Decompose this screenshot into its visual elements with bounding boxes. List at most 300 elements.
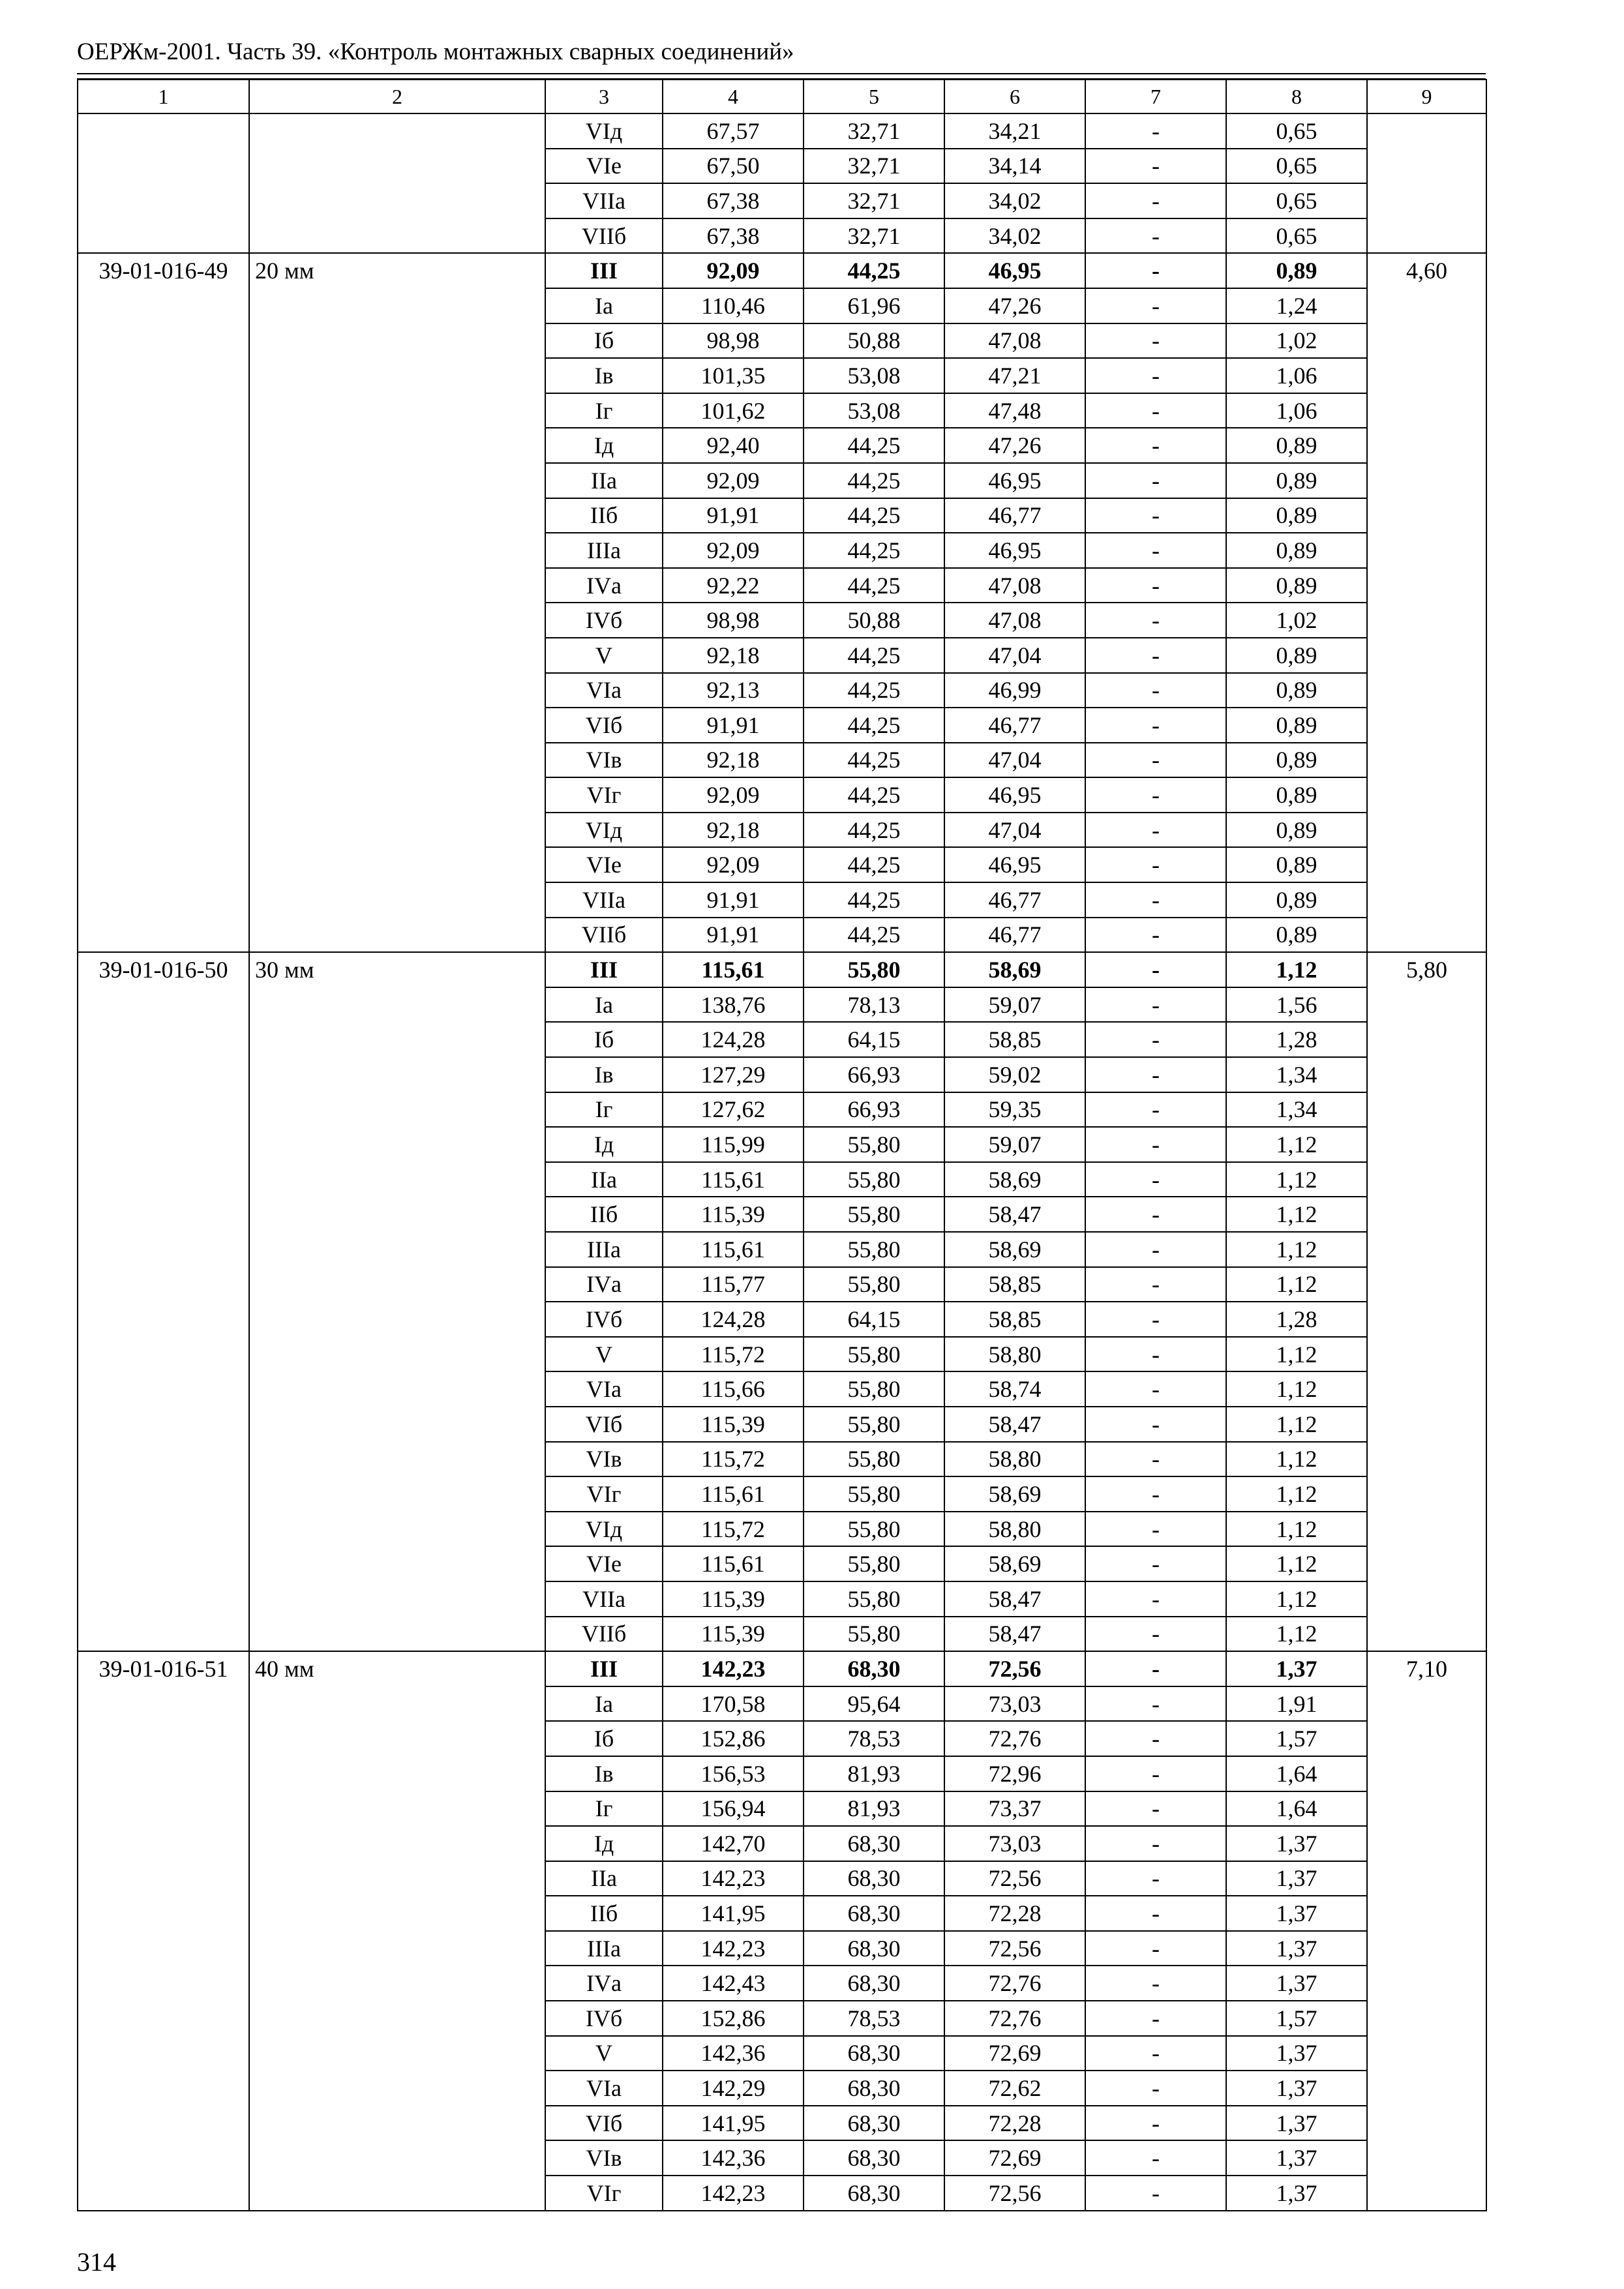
category-cell: IVа <box>545 1267 663 1302</box>
category-cell: VIIб <box>545 918 663 953</box>
material-cost-cell: - <box>1085 1092 1226 1128</box>
machine-cost-cell: 58,85 <box>944 1267 1085 1302</box>
category-cell: III <box>545 1651 663 1686</box>
machine-cost-cell: 58,85 <box>944 1022 1085 1057</box>
material-cost-cell: - <box>1085 1197 1226 1232</box>
category-cell: Iд <box>545 1826 663 1861</box>
machine-cost-cell: 58,47 <box>944 1617 1085 1652</box>
labor-cell: 0,89 <box>1226 463 1367 498</box>
total-cost-cell: 142,36 <box>663 2140 804 2176</box>
wage-cell: 55,80 <box>804 1232 944 1267</box>
material-cost-cell: - <box>1085 218 1226 254</box>
category-cell: VIб <box>545 708 663 743</box>
labor-cell: 1,12 <box>1226 1197 1367 1232</box>
material-cost-cell: - <box>1085 2071 1226 2106</box>
category-cell: Iб <box>545 1022 663 1057</box>
category-cell: VIв <box>545 1442 663 1477</box>
category-cell: V <box>545 2036 663 2071</box>
labor-cell: 1,12 <box>1226 1407 1367 1442</box>
labor-cell: 1,37 <box>1226 2036 1367 2071</box>
category-cell: IVб <box>545 1302 663 1337</box>
material-cost-cell: - <box>1085 708 1226 743</box>
wage-cell: 44,25 <box>804 918 944 953</box>
wage-cell: 44,25 <box>804 882 944 918</box>
machine-cost-cell: 46,77 <box>944 918 1085 953</box>
wage-cell: 44,25 <box>804 463 944 498</box>
wage-cell: 55,80 <box>804 1162 944 1197</box>
wage-cell: 68,30 <box>804 2071 944 2106</box>
total-cost-cell: 127,29 <box>663 1057 804 1092</box>
labor-cell: 0,89 <box>1226 568 1367 603</box>
wage-cell: 95,64 <box>804 1686 944 1722</box>
material-cost-cell: - <box>1085 1407 1226 1442</box>
labor-cell: 1,64 <box>1226 1791 1367 1827</box>
wage-cell: 44,25 <box>804 428 944 463</box>
machine-cost-cell: 47,26 <box>944 428 1085 463</box>
category-cell: IIа <box>545 1861 663 1896</box>
category-cell: IVб <box>545 2001 663 2036</box>
wage-cell: 81,93 <box>804 1756 944 1791</box>
machine-cost-cell: 72,69 <box>944 2140 1085 2176</box>
material-cost-cell: - <box>1085 463 1226 498</box>
material-cost-cell: - <box>1085 149 1226 184</box>
labor-cell: 1,37 <box>1226 2176 1367 2211</box>
labor-cell: 1,28 <box>1226 1302 1367 1337</box>
material-cost-cell: - <box>1085 1127 1226 1162</box>
page-number: 314 <box>77 2247 116 2277</box>
labor-cell: 1,57 <box>1226 2001 1367 2036</box>
wage-cell: 53,08 <box>804 358 944 393</box>
material-cost-cell: - <box>1085 498 1226 533</box>
rate-code-cell: 39-01-016-49 <box>78 253 249 952</box>
labor-total-cell: 5,80 <box>1367 952 1486 1651</box>
rate-code-cell <box>78 113 249 253</box>
total-cost-cell: 110,46 <box>663 288 804 323</box>
machine-cost-cell: 72,56 <box>944 1651 1085 1686</box>
machine-cost-cell: 59,35 <box>944 1092 1085 1128</box>
machine-cost-cell: 46,95 <box>944 847 1085 882</box>
labor-cell: 1,37 <box>1226 1826 1367 1861</box>
rate-name-cell: 30 мм <box>249 952 545 1651</box>
material-cost-cell: - <box>1085 358 1226 393</box>
wage-cell: 68,30 <box>804 1651 944 1686</box>
material-cost-cell: - <box>1085 1651 1226 1686</box>
material-cost-cell: - <box>1085 2176 1226 2211</box>
total-cost-cell: 115,39 <box>663 1197 804 1232</box>
total-cost-cell: 127,62 <box>663 1092 804 1128</box>
wage-cell: 44,25 <box>804 777 944 813</box>
total-cost-cell: 92,22 <box>663 568 804 603</box>
table-row <box>78 113 1486 149</box>
wage-cell: 44,25 <box>804 638 944 673</box>
material-cost-cell: - <box>1085 428 1226 463</box>
labor-cell: 1,02 <box>1226 323 1367 359</box>
material-cost-cell: - <box>1085 1931 1226 1966</box>
labor-cell: 1,37 <box>1226 1931 1367 1966</box>
wage-cell: 44,25 <box>804 253 944 288</box>
category-cell: IIIа <box>545 1232 663 1267</box>
material-cost-cell: - <box>1085 1826 1226 1861</box>
total-cost-cell: 142,70 <box>663 1826 804 1861</box>
machine-cost-cell: 72,96 <box>944 1756 1085 1791</box>
material-cost-cell: - <box>1085 1337 1226 1372</box>
labor-cell: 1,34 <box>1226 1057 1367 1092</box>
labor-cell: 1,64 <box>1226 1756 1367 1791</box>
category-cell: Iб <box>545 323 663 359</box>
labor-cell: 1,34 <box>1226 1092 1367 1128</box>
material-cost-cell: - <box>1085 1232 1226 1267</box>
material-cost-cell: - <box>1085 1721 1226 1756</box>
total-cost-cell: 98,98 <box>663 603 804 638</box>
material-cost-cell: - <box>1085 918 1226 953</box>
labor-cell: 0,65 <box>1226 218 1367 254</box>
total-cost-cell: 115,61 <box>663 1546 804 1581</box>
wage-cell: 68,30 <box>804 1931 944 1966</box>
machine-cost-cell: 58,80 <box>944 1512 1085 1547</box>
rate-code-cell: 39-01-016-51 <box>78 1651 249 2211</box>
material-cost-cell: - <box>1085 2140 1226 2176</box>
wage-cell: 44,25 <box>804 568 944 603</box>
category-cell: VIIб <box>545 1617 663 1652</box>
category-cell: VIе <box>545 149 663 184</box>
labor-cell: 1,91 <box>1226 1686 1367 1722</box>
total-cost-cell: 142,23 <box>663 1651 804 1686</box>
category-cell: IIIа <box>545 533 663 568</box>
machine-cost-cell: 58,47 <box>944 1581 1085 1617</box>
total-cost-cell: 101,62 <box>663 393 804 428</box>
category-cell: VIа <box>545 673 663 708</box>
labor-cell: 0,89 <box>1226 813 1367 848</box>
material-cost-cell: - <box>1085 847 1226 882</box>
labor-cell: 1,12 <box>1226 1267 1367 1302</box>
category-cell: VIг <box>545 777 663 813</box>
category-cell: VIа <box>545 2071 663 2106</box>
wage-cell: 68,30 <box>804 1896 944 1931</box>
labor-cell: 0,89 <box>1226 533 1367 568</box>
machine-cost-cell: 59,07 <box>944 1127 1085 1162</box>
total-cost-cell: 152,86 <box>663 1721 804 1756</box>
wage-cell: 55,80 <box>804 1476 944 1512</box>
machine-cost-cell: 58,69 <box>944 1162 1085 1197</box>
machine-cost-cell: 47,04 <box>944 638 1085 673</box>
category-cell: Iв <box>545 358 663 393</box>
total-cost-cell: 142,23 <box>663 2176 804 2211</box>
labor-cell: 1,12 <box>1226 952 1367 987</box>
wage-cell: 64,15 <box>804 1022 944 1057</box>
material-cost-cell: - <box>1085 533 1226 568</box>
wage-cell: 55,80 <box>804 952 944 987</box>
machine-cost-cell: 46,95 <box>944 253 1085 288</box>
material-cost-cell: - <box>1085 1861 1226 1896</box>
labor-cell: 1,12 <box>1226 1232 1367 1267</box>
machine-cost-cell: 46,95 <box>944 777 1085 813</box>
machine-cost-cell: 73,03 <box>944 1826 1085 1861</box>
wage-cell: 68,30 <box>804 2140 944 2176</box>
category-cell: VIа <box>545 1371 663 1407</box>
total-cost-cell: 115,99 <box>663 1127 804 1162</box>
wage-cell: 55,80 <box>804 1127 944 1162</box>
total-cost-cell: 115,39 <box>663 1617 804 1652</box>
machine-cost-cell: 58,74 <box>944 1371 1085 1407</box>
category-cell: IIб <box>545 1896 663 1931</box>
total-cost-cell: 152,86 <box>663 2001 804 2036</box>
total-cost-cell: 115,39 <box>663 1581 804 1617</box>
labor-cell: 1,37 <box>1226 2071 1367 2106</box>
machine-cost-cell: 58,69 <box>944 1232 1085 1267</box>
wage-cell: 81,93 <box>804 1791 944 1827</box>
material-cost-cell: - <box>1085 1512 1226 1547</box>
material-cost-cell: - <box>1085 882 1226 918</box>
category-cell: Iа <box>545 288 663 323</box>
wage-cell: 44,25 <box>804 498 944 533</box>
column-number: 7 <box>1085 80 1226 113</box>
category-cell: VIв <box>545 2140 663 2176</box>
wage-cell: 61,96 <box>804 288 944 323</box>
material-cost-cell: - <box>1085 952 1226 987</box>
material-cost-cell: - <box>1085 393 1226 428</box>
material-cost-cell: - <box>1085 1302 1226 1337</box>
labor-cell: 1,37 <box>1226 1651 1367 1686</box>
category-cell: VIг <box>545 2176 663 2211</box>
wage-cell: 44,25 <box>804 743 944 778</box>
total-cost-cell: 141,95 <box>663 1896 804 1931</box>
total-cost-cell: 156,94 <box>663 1791 804 1827</box>
material-cost-cell: - <box>1085 323 1226 359</box>
wage-cell: 32,71 <box>804 149 944 184</box>
total-cost-cell: 142,43 <box>663 1966 804 2001</box>
category-cell: VIв <box>545 743 663 778</box>
category-cell: IIIа <box>545 1931 663 1966</box>
machine-cost-cell: 73,03 <box>944 1686 1085 1722</box>
labor-cell: 0,89 <box>1226 847 1367 882</box>
machine-cost-cell: 47,26 <box>944 288 1085 323</box>
category-cell: Iа <box>545 1686 663 1722</box>
material-cost-cell: - <box>1085 2001 1226 2036</box>
total-cost-cell: 92,09 <box>663 253 804 288</box>
category-cell: V <box>545 1337 663 1372</box>
total-cost-cell: 91,91 <box>663 708 804 743</box>
total-cost-cell: 115,66 <box>663 1371 804 1407</box>
price-table <box>77 79 1487 2211</box>
wage-cell: 68,30 <box>804 2106 944 2141</box>
header-rule-top <box>77 73 1486 74</box>
labor-cell: 0,89 <box>1226 498 1367 533</box>
labor-cell: 1,37 <box>1226 2106 1367 2141</box>
labor-total-cell <box>1367 113 1486 253</box>
category-cell: Iг <box>545 1092 663 1128</box>
machine-cost-cell: 47,08 <box>944 323 1085 359</box>
category-cell: VIIа <box>545 1581 663 1617</box>
total-cost-cell: 92,18 <box>663 638 804 673</box>
wage-cell: 32,71 <box>804 183 944 218</box>
total-cost-cell: 92,09 <box>663 533 804 568</box>
total-cost-cell: 115,61 <box>663 1232 804 1267</box>
rate-name-cell <box>249 113 545 253</box>
material-cost-cell: - <box>1085 813 1226 848</box>
total-cost-cell: 138,76 <box>663 987 804 1023</box>
wage-cell: 50,88 <box>804 603 944 638</box>
total-cost-cell: 170,58 <box>663 1686 804 1722</box>
category-cell: IIб <box>545 498 663 533</box>
machine-cost-cell: 72,56 <box>944 1931 1085 1966</box>
labor-cell: 0,89 <box>1226 428 1367 463</box>
labor-cell: 0,89 <box>1226 638 1367 673</box>
machine-cost-cell: 47,08 <box>944 603 1085 638</box>
material-cost-cell: - <box>1085 603 1226 638</box>
total-cost-cell: 141,95 <box>663 2106 804 2141</box>
material-cost-cell: - <box>1085 253 1226 288</box>
machine-cost-cell: 47,04 <box>944 743 1085 778</box>
material-cost-cell: - <box>1085 1791 1226 1827</box>
machine-cost-cell: 58,80 <box>944 1442 1085 1477</box>
total-cost-cell: 142,29 <box>663 2071 804 2106</box>
total-cost-cell: 67,57 <box>663 113 804 149</box>
labor-cell: 1,02 <box>1226 603 1367 638</box>
table-row <box>78 1651 1486 1686</box>
machine-cost-cell: 72,76 <box>944 1966 1085 2001</box>
machine-cost-cell: 34,14 <box>944 149 1085 184</box>
total-cost-cell: 142,23 <box>663 1931 804 1966</box>
material-cost-cell: - <box>1085 1966 1226 2001</box>
total-cost-cell: 115,72 <box>663 1442 804 1477</box>
material-cost-cell: - <box>1085 1371 1226 1407</box>
machine-cost-cell: 34,02 <box>944 218 1085 254</box>
machine-cost-cell: 34,21 <box>944 113 1085 149</box>
wage-cell: 55,80 <box>804 1512 944 1547</box>
column-number: 8 <box>1226 80 1367 113</box>
wage-cell: 68,30 <box>804 1861 944 1896</box>
category-cell: VIб <box>545 2106 663 2141</box>
machine-cost-cell: 47,48 <box>944 393 1085 428</box>
labor-cell: 1,12 <box>1226 1546 1367 1581</box>
material-cost-cell: - <box>1085 1581 1226 1617</box>
machine-cost-cell: 58,47 <box>944 1197 1085 1232</box>
machine-cost-cell: 72,28 <box>944 1896 1085 1931</box>
wage-cell: 55,80 <box>804 1197 944 1232</box>
total-cost-cell: 92,09 <box>663 463 804 498</box>
category-cell: III <box>545 952 663 987</box>
material-cost-cell: - <box>1085 1057 1226 1092</box>
total-cost-cell: 142,36 <box>663 2036 804 2071</box>
material-cost-cell: - <box>1085 1896 1226 1931</box>
column-number: 5 <box>804 80 944 113</box>
material-cost-cell: - <box>1085 638 1226 673</box>
page-header-title: ОЕРЖм-2001. Часть 39. «Контроль монтажных сварных соединений» <box>77 38 794 65</box>
labor-cell: 0,89 <box>1226 253 1367 288</box>
wage-cell: 55,80 <box>804 1617 944 1652</box>
material-cost-cell: - <box>1085 2036 1226 2071</box>
category-cell: Iд <box>545 1127 663 1162</box>
material-cost-cell: - <box>1085 1022 1226 1057</box>
material-cost-cell: - <box>1085 1546 1226 1581</box>
wage-cell: 50,88 <box>804 323 944 359</box>
machine-cost-cell: 34,02 <box>944 183 1085 218</box>
material-cost-cell: - <box>1085 1617 1226 1652</box>
machine-cost-cell: 72,28 <box>944 2106 1085 2141</box>
wage-cell: 55,80 <box>804 1267 944 1302</box>
category-cell: VIг <box>545 1476 663 1512</box>
material-cost-cell: - <box>1085 1162 1226 1197</box>
labor-cell: 1,06 <box>1226 393 1367 428</box>
total-cost-cell: 115,72 <box>663 1512 804 1547</box>
labor-cell: 1,37 <box>1226 1966 1367 2001</box>
category-cell: IVб <box>545 603 663 638</box>
wage-cell: 44,25 <box>804 533 944 568</box>
wage-cell: 32,71 <box>804 113 944 149</box>
wage-cell: 64,15 <box>804 1302 944 1337</box>
total-cost-cell: 115,72 <box>663 1337 804 1372</box>
category-cell: VIе <box>545 1546 663 1581</box>
wage-cell: 68,30 <box>804 1966 944 2001</box>
total-cost-cell: 67,38 <box>663 183 804 218</box>
machine-cost-cell: 72,62 <box>944 2071 1085 2106</box>
total-cost-cell: 115,61 <box>663 1476 804 1512</box>
category-cell: IVа <box>545 568 663 603</box>
labor-cell: 1,37 <box>1226 1896 1367 1931</box>
total-cost-cell: 92,09 <box>663 847 804 882</box>
category-cell: VIб <box>545 1407 663 1442</box>
category-cell: Iв <box>545 1756 663 1791</box>
machine-cost-cell: 72,76 <box>944 2001 1085 2036</box>
category-cell: Iг <box>545 393 663 428</box>
total-cost-cell: 92,18 <box>663 743 804 778</box>
machine-cost-cell: 46,77 <box>944 708 1085 743</box>
labor-cell: 0,65 <box>1226 113 1367 149</box>
category-cell: III <box>545 253 663 288</box>
material-cost-cell: - <box>1085 777 1226 813</box>
labor-cell: 1,12 <box>1226 1617 1367 1652</box>
rate-code-cell: 39-01-016-50 <box>78 952 249 1651</box>
material-cost-cell: - <box>1085 1267 1226 1302</box>
machine-cost-cell: 58,69 <box>944 952 1085 987</box>
machine-cost-cell: 46,95 <box>944 533 1085 568</box>
wage-cell: 55,80 <box>804 1442 944 1477</box>
category-cell: V <box>545 638 663 673</box>
material-cost-cell: - <box>1085 113 1226 149</box>
category-cell: VIд <box>545 813 663 848</box>
total-cost-cell: 124,28 <box>663 1302 804 1337</box>
column-number: 4 <box>663 80 804 113</box>
category-cell: VIIб <box>545 218 663 254</box>
total-cost-cell: 156,53 <box>663 1756 804 1791</box>
labor-cell: 1,12 <box>1226 1442 1367 1477</box>
wage-cell: 68,30 <box>804 1826 944 1861</box>
machine-cost-cell: 72,76 <box>944 1721 1085 1756</box>
total-cost-cell: 101,35 <box>663 358 804 393</box>
material-cost-cell: - <box>1085 183 1226 218</box>
labor-cell: 0,89 <box>1226 708 1367 743</box>
wage-cell: 44,25 <box>804 673 944 708</box>
rate-name-cell: 40 мм <box>249 1651 545 2211</box>
total-cost-cell: 92,09 <box>663 777 804 813</box>
labor-cell: 1,12 <box>1226 1581 1367 1617</box>
labor-cell: 0,89 <box>1226 673 1367 708</box>
total-cost-cell: 115,77 <box>663 1267 804 1302</box>
wage-cell: 44,25 <box>804 813 944 848</box>
category-cell: IIа <box>545 463 663 498</box>
wage-cell: 55,80 <box>804 1546 944 1581</box>
material-cost-cell: - <box>1085 1756 1226 1791</box>
category-cell: VIIа <box>545 882 663 918</box>
labor-cell: 0,89 <box>1226 882 1367 918</box>
machine-cost-cell: 47,08 <box>944 568 1085 603</box>
machine-cost-cell: 46,95 <box>944 463 1085 498</box>
column-number-row <box>78 80 1486 113</box>
total-cost-cell: 98,98 <box>663 323 804 359</box>
category-cell: IIб <box>545 1197 663 1232</box>
machine-cost-cell: 59,02 <box>944 1057 1085 1092</box>
material-cost-cell: - <box>1085 568 1226 603</box>
